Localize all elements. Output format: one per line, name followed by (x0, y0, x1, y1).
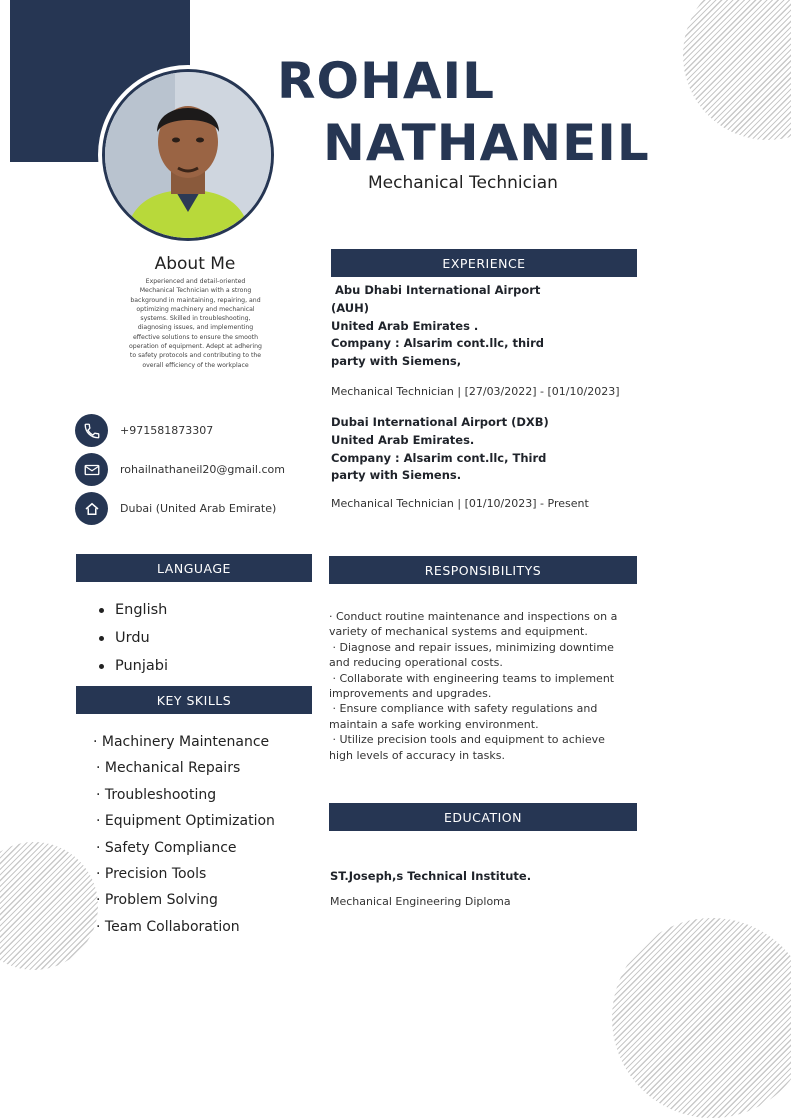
envelope-icon (75, 453, 108, 486)
email-address: rohailnathaneil20@gmail.com (120, 463, 285, 476)
experience-item (331, 414, 631, 510)
profile-photo-frame (98, 65, 278, 245)
experience-role: Mechanical Technician | [01/10/2023] - Present (331, 497, 589, 511)
list-item: · Team Collaboration (96, 918, 240, 935)
list-item: · Problem Solving (96, 892, 218, 909)
striped-circle-decor (0, 842, 98, 970)
experience-line: United Arab Emirates . (331, 318, 479, 333)
responsibility-item: · Conduct routine maintenance and inspections on a variety of mechanical systems and equipment. (329, 610, 618, 639)
responsibility-item: · Collaborate with engineering teams to implement improvements and upgrades. (329, 671, 618, 701)
location-text: Dubai (United Arab Emirate) (120, 502, 277, 515)
experience-heading: EXPERIENCE (331, 249, 637, 277)
job-title: Mechanical Technician (368, 173, 558, 193)
experience-line: Company : Alsarim cont.llc, third (331, 336, 545, 351)
responsibility-item: · Utilize precision tools and equipment to achieve high levels of accuracy in tasks. (329, 733, 609, 762)
list-item: · Troubleshooting (96, 786, 217, 803)
experience-line: (AUH) (331, 300, 370, 315)
list-item: · Safety Compliance (96, 839, 237, 856)
list-item: Urdu (97, 624, 168, 652)
experience-line: party with Siemens. (331, 468, 462, 483)
striped-circle-decor (612, 918, 791, 1118)
education-degree: Mechanical Engineering Diploma (330, 895, 511, 908)
first-name: ROHAIL (277, 52, 496, 110)
responsibilities-text (329, 609, 619, 763)
responsibility-item: · Ensure compliance with safety regulations and maintain a safe working environment. (329, 702, 601, 731)
skills-heading: KEY SKILLS (76, 686, 312, 714)
profile-photo (102, 69, 274, 241)
list-item: English (97, 596, 168, 624)
experience-line: Abu Dhabi International Airport (331, 283, 541, 297)
experience-line: Company : Alsarim cont.llc, Third (331, 450, 547, 465)
contact-email (75, 453, 285, 486)
about-text: Experienced and detail-oriented Mechanical Technician with a strong background in maintaining, repairing, and optimizing machinery and mechanical systems. Skilled in troubleshooting, diagnosing issues, and implementing effective solutions to ensure the smooth operation of equipment. Adept at adhering to safety protocols and contributing to the overall efficiency of the workplace (129, 278, 262, 369)
experience-line: United Arab Emirates. (331, 432, 475, 447)
phone-number: +971581873307 (120, 424, 214, 437)
education-school: ST.Joseph,s Technical Institute. (330, 869, 532, 883)
experience-line: Dubai International Airport (DXB) (331, 415, 549, 429)
responsibility-item: · Diagnose and repair issues, minimizing downtime and reducing operational costs. (329, 640, 618, 670)
list-item: · Machinery Maintenance (93, 734, 270, 750)
experience-role: Mechanical Technician | [27/03/2022] - [01/10/2023] (331, 385, 620, 399)
responsibilities-heading: RESPONSIBILITYS (329, 556, 637, 584)
about-heading: About Me (154, 254, 236, 274)
home-icon (75, 492, 108, 525)
list-item: · Mechanical Repairs (96, 760, 241, 777)
language-heading: LANGUAGE (76, 554, 312, 582)
experience-employer (331, 282, 631, 371)
contact-phone (75, 414, 213, 447)
skills-list (93, 729, 275, 940)
list-item: · Precision Tools (96, 866, 207, 883)
striped-circle-decor (683, 0, 791, 140)
education-heading: EDUCATION (329, 803, 637, 831)
language-list (97, 596, 168, 680)
contact-location (75, 492, 276, 525)
experience-employer (331, 414, 631, 485)
list-item: · Equipment Optimization (96, 813, 275, 830)
last-name: NATHANEIL (323, 114, 650, 172)
phone-icon (75, 414, 108, 447)
avatar (105, 72, 271, 238)
experience-line: party with Siemens, (331, 354, 462, 369)
experience-item (331, 282, 631, 398)
list-item: Punjabi (97, 652, 168, 680)
